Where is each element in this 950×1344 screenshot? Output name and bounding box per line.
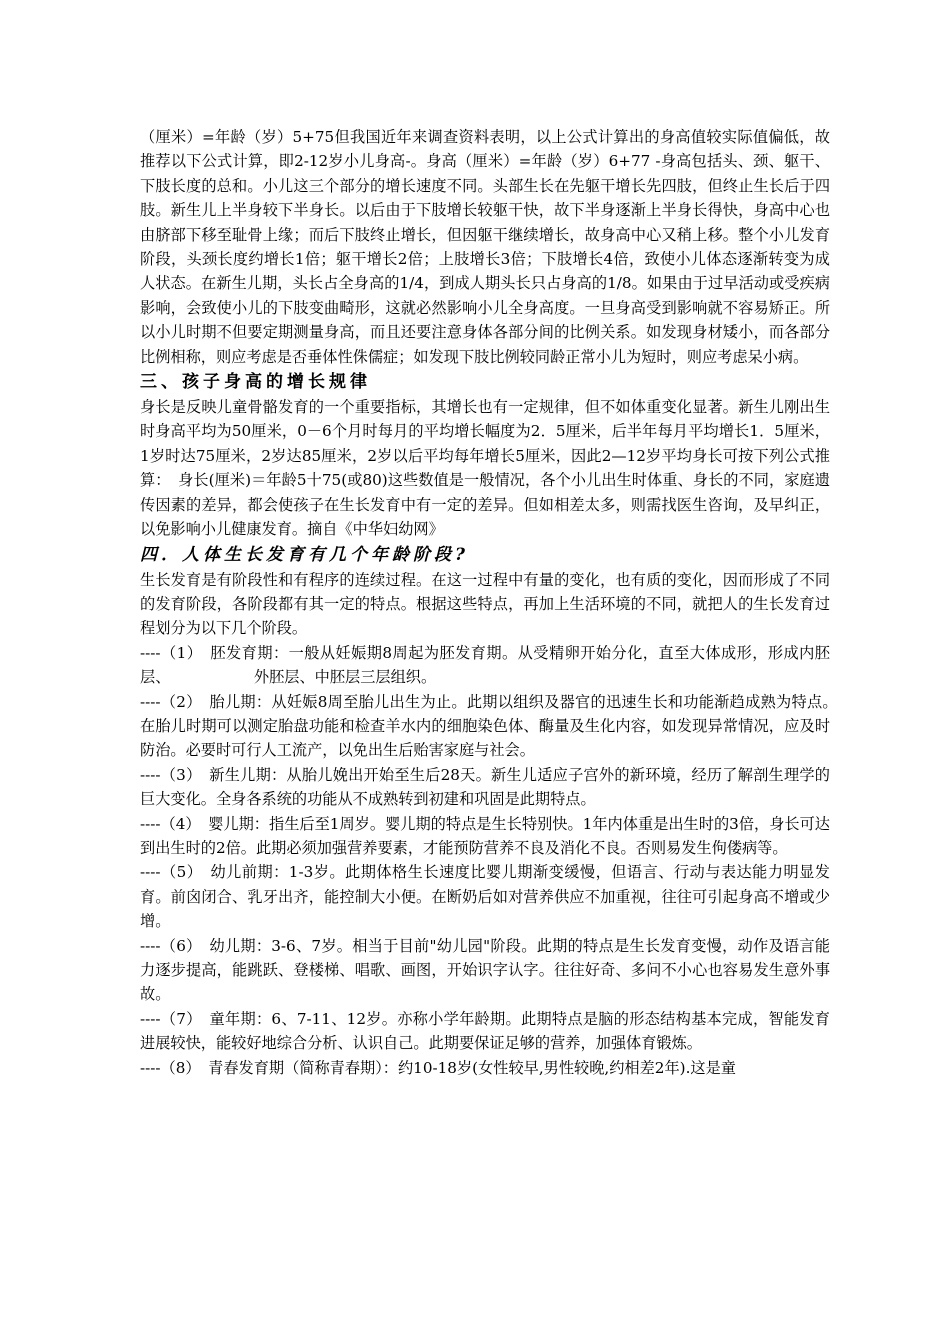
intro-paragraph: （厘米）=年龄（岁）5+75但我国近年来调查资料表明，以上公式计算出的身高值较实际值偏低，故推荐以下公式计算，即2-12岁小儿身高-。身高（厘米）=年龄（岁）6+77 -身高包括头、颈、躯干、下肢长度的总和。小儿这三个部分的增长速度不同。头部生长在先躯干增长先四肢，但终止生长后于四肢。新生儿上半身较下半身长。以后由于下肢增长较躯干快，故下半身逐渐上半身长得快，身高中心也由脐部下移至耻骨上缘；而后下肢终止增长，但因躯干继续增长，故身高中心又稍上移。整个小儿发育阶段，头颈长度约增长1倍；躯干增长2倍；上肢增长3倍；下肢增长4倍，致使小儿体态逐渐转变为成人状态。在新生儿期，头长占全身高的1/4，到成人期头长只占身高的1/8。如果由于过早活动或受疾病影响，会致使小儿的下肢变曲畸形，这就必然影响小儿全身高度。一旦身高受到影响就不容易矫正。所以小儿时期不但要定期测量身高，而且还要注意身体各部分间的比例关系。如发现身材矮小，而各部分比例相称，则应考虑是否垂体性侏儒症；如发现下肢比例较同龄正常小儿为短时，则应考虑呆小病。 bbox=[140, 128, 830, 366]
stage-item-7: ----（7） 童年期：6、7-11、12岁。亦称小学年龄期。此期特点是脑的形态结构基本完成，智能发育进展较快，能较好地综合分析、认识自己。此期要保证足够的营养，加强体育锻炼。 bbox=[140, 1009, 830, 1053]
section-3-paragraph: 身长是反映儿童骨骼发育的一个重要指标，其增长也有一定规律，但不如体重变化显著。新生儿刚出生时身高平均为50厘米，0－6个月时每月的平均增长幅度为2．5厘米，后半年每月平均增长1．5厘米，1岁时达75厘米，2岁达85厘米，2岁以后平均每年增长5厘米，因此2—12岁平均身长可按下列公式推算： 身长(厘米)＝年龄5十75(或80)这些数值是一般情况，各个小儿出生时体重、身长的不同，家庭遗传因素的差异，都会使孩子在生长发育中有一定的差异。但如相差太多，则需找医生咨询，及早纠正，以免影响小儿健康发育。摘自《中华妇幼网》 bbox=[140, 398, 830, 539]
section-4-heading: 四．人体生长发育有几个年龄阶段? bbox=[140, 544, 469, 565]
stage-item-1: ----（1） 胚发育期：一般从妊娠期8周起为胚发育期。从受精卵开始分化，直至大体成形，形成内胚层、 外胚层、中胚层三层组织。 bbox=[140, 643, 830, 687]
stage-item-2: ----（2） 胎儿期：从妊娠8周至胎儿出生为止。此期以组织及器官的迅速生长和功能渐趋成熟为特点。 在胎儿时期可以测定胎盘功能和检查羊水内的细胞染色体、酶量及生化内容，如发现异常情况，应及时防治。必要时可行人工流产，以免出生后贻害家庭与社会。 bbox=[140, 692, 861, 760]
stage-item-4: ----（4） 婴儿期：指生后至1周岁。婴儿期的特点是生长特别快。1年内体重是出生时的3倍，身长可达到出生时的2倍。此期必须加强营养要素，才能预防营养不良及消化不良。否则易发生佝偻病等。 bbox=[140, 814, 830, 857]
stage-item-5: ----（5） 幼儿前期：1-3岁。此期体格生长速度比婴儿期渐变缓慢，但语言、行动与表达能力明显发育。前囟闭合、乳牙出齐，能控制大小便。在断奶后如对营养供应不加重视，往往可引起身高不增或少增。 bbox=[140, 863, 830, 931]
stage-item-3: ----（3） 新生儿期：从胎儿娩出开始至生后28天。新生儿适应子宫外的新环境，经历了解剖生理学的巨大变化。全身各系统的功能从不成熟转到初建和巩固是此期特点。 bbox=[140, 765, 830, 809]
section-3-heading: 三、孩子身高的增长规律 bbox=[140, 372, 371, 393]
document-page bbox=[140, 125, 861, 1080]
section-4-paragraph: 生长发育是有阶段性和有程序的连续过程。在这一过程中有量的变化，也有质的变化，因而形成了不同的发育阶段，各阶段都有其一定的特点。根据这些特点，再加上生活环境的不同，就把人的生长发育过程划分为以下几个阶段。 bbox=[140, 570, 830, 638]
stage-item-8: ----（8） 青春发育期（简称青春期）：约10-18岁(女性较早,男性较晚,约相差2年).这是童 bbox=[140, 1058, 736, 1077]
stage-item-6: ----（6） 幼儿期：3-6、7岁。相当于目前"幼儿园"阶段。此期的特点是生长发育变慢，动作及语言能力逐步提高，能跳跃、登楼梯、唱歌、画图，开始识字认字。往往好奇、多问不小心也容易发生意外事故。 bbox=[140, 936, 830, 1004]
